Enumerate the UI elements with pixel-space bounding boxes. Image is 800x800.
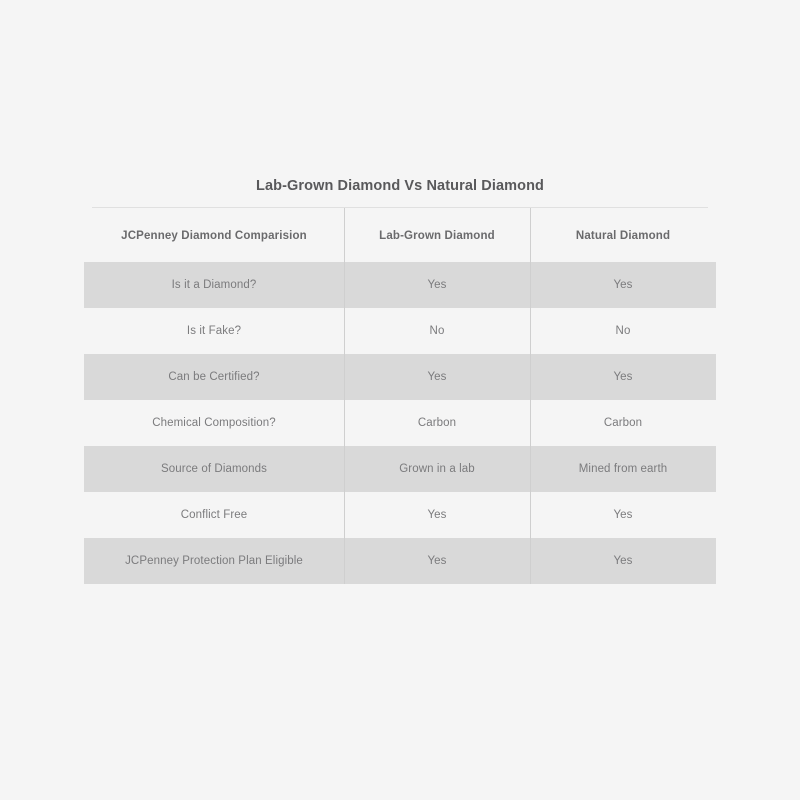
row-value-lab-grown: Yes bbox=[344, 492, 530, 538]
row-label: Is it a Diamond? bbox=[84, 262, 344, 308]
row-value-natural: Yes bbox=[530, 354, 716, 400]
row-value-natural: Yes bbox=[530, 262, 716, 308]
row-value-natural: Mined from earth bbox=[530, 446, 716, 492]
table-row bbox=[84, 354, 716, 400]
row-value-natural: Carbon bbox=[530, 400, 716, 446]
table-row bbox=[84, 262, 716, 308]
table-row bbox=[84, 400, 716, 446]
row-value-lab-grown: Yes bbox=[344, 262, 530, 308]
row-value-natural: No bbox=[530, 308, 716, 354]
table-row bbox=[84, 492, 716, 538]
row-value-lab-grown: No bbox=[344, 308, 530, 354]
table-header bbox=[84, 208, 716, 262]
row-value-lab-grown: Carbon bbox=[344, 400, 530, 446]
row-label: Can be Certified? bbox=[84, 354, 344, 400]
table-body bbox=[84, 262, 716, 584]
page-title: Lab-Grown Diamond Vs Natural Diamond bbox=[92, 178, 708, 208]
column-header-natural: Natural Diamond bbox=[530, 208, 716, 262]
comparison-table bbox=[84, 208, 716, 584]
table-header-row bbox=[84, 208, 716, 262]
row-value-lab-grown: Yes bbox=[344, 538, 530, 584]
table-row bbox=[84, 538, 716, 584]
row-value-lab-grown: Grown in a lab bbox=[344, 446, 530, 492]
row-value-lab-grown: Yes bbox=[344, 354, 530, 400]
row-label: Conflict Free bbox=[180, 509, 248, 521]
column-header-lab-grown: Lab-Grown Diamond bbox=[344, 208, 530, 262]
row-label: Source of Diamonds bbox=[84, 446, 344, 492]
row-label: JCPenney Protection Plan Eligible bbox=[84, 538, 344, 584]
table-row bbox=[84, 446, 716, 492]
row-value-natural: Yes bbox=[530, 492, 716, 538]
row-value-natural: Yes bbox=[530, 538, 716, 584]
row-label: Chemical Composition? bbox=[152, 417, 276, 429]
comparison-table-container bbox=[84, 178, 716, 584]
row-label: Is it Fake? bbox=[186, 325, 242, 337]
table-row bbox=[84, 308, 716, 354]
column-header-feature: JCPenney Diamond Comparision bbox=[121, 230, 307, 242]
